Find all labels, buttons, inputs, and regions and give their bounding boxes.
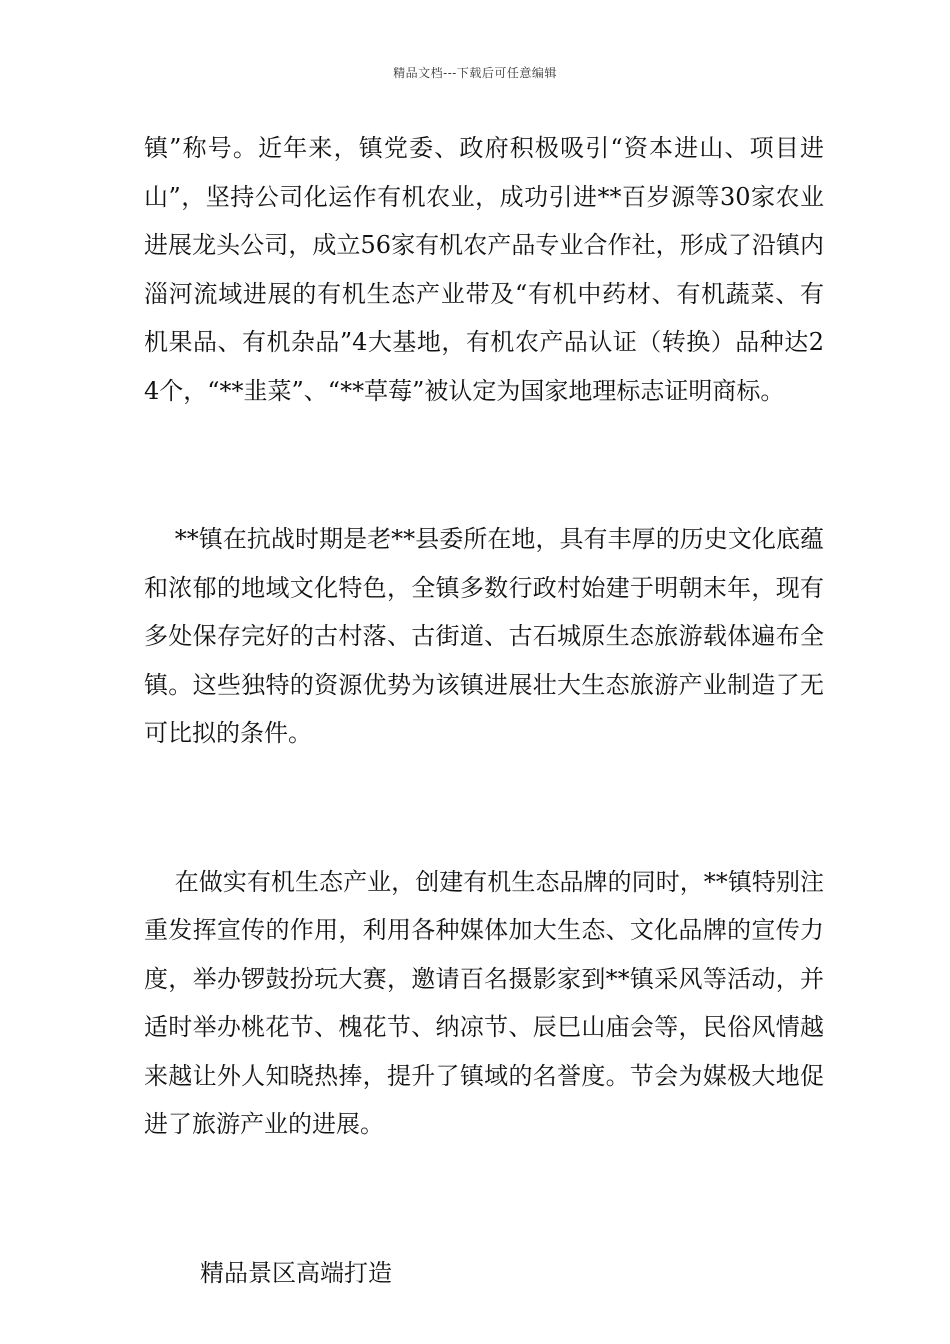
paragraph-history-culture: **镇在抗战时期是老**县委所在地，具有丰厚的历史文化底蕴和浓郁的地域文化特色，全镇多数行政村始建于明朝末年，现有多处保存完好的古村落、古街道、古石城原生态旅游载体遍布全镇。这些独特的资源优势为该镇进展壮大生态旅游产业制造了无可比拟的条件。	[144, 525, 825, 747]
paragraph-spacer	[144, 758, 824, 858]
paragraph-organic-agriculture: 镇”称号。近年来，镇党委、政府积极吸引“资本进山、项目进山”，坚持公司化运作有机农业，成功引进**百岁源等30家农业进展龙头公司，成立56家有机农产品专业合作社，形成了沿镇内淄河流域进展的有机生态产业带及“有机中药材、有机蔬菜、有机果品、有机杂品”4大基地，有机农产品认证（转换）品种达24个，“**韭菜”、“**草莓”被认定为国家地理标志证明商标。	[144, 134, 824, 405]
paragraph-spacer	[144, 1149, 824, 1249]
document-body	[144, 124, 824, 1297]
paragraph-spacer	[144, 415, 824, 515]
section-heading: 精品景区高端打造	[200, 1258, 392, 1287]
page-header: 精品文档---下载后可任意编辑	[393, 66, 557, 80]
paragraph-brand-promotion: 在做实有机生态产业，创建有机生态品牌的同时，**镇特别注重发挥宣传的作用，利用各种媒体加大生态、文化品牌的宣传力度，举办锣鼓扮玩大赛，邀请百名摄影家到**镇采风等活动，并适时举办桃花节、槐花节、纳凉节、辰巳山庙会等，民俗风情越来越让外人知晓热捧，提升了镇域的名誉度。节会为媒极大地促进了旅游产业的进展。	[144, 867, 825, 1138]
